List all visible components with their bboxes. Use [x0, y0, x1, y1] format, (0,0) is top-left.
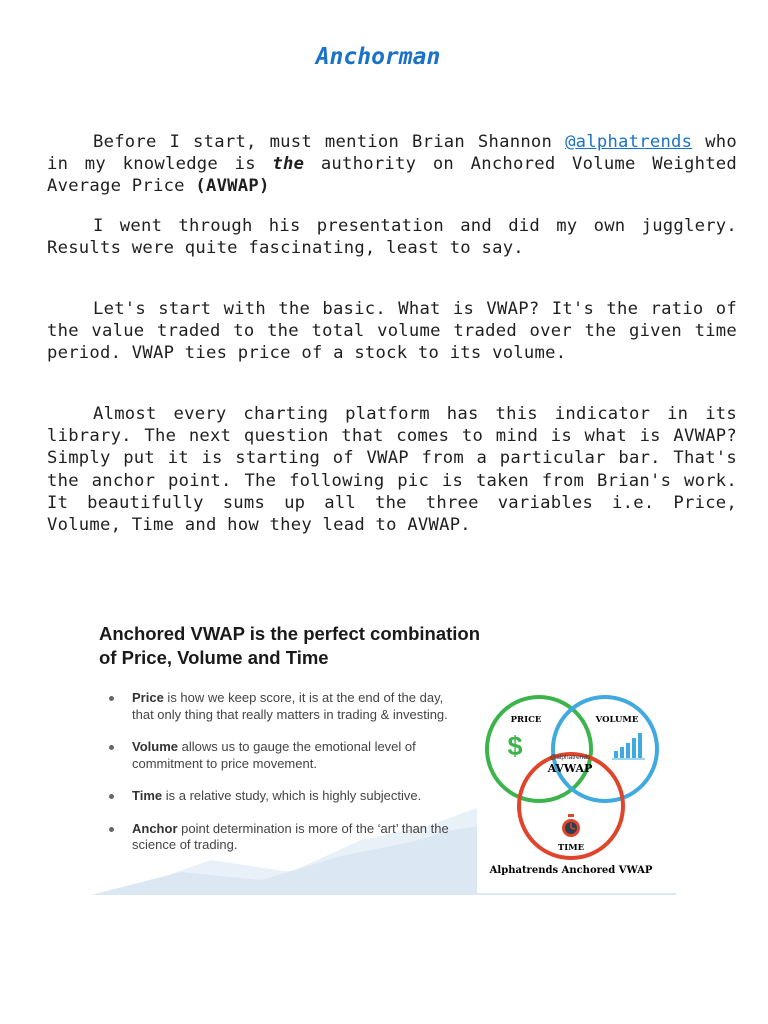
bullet-keyword: Volume [132, 739, 178, 754]
venn-diagram [477, 693, 676, 893]
bold-avwap: (AVWAP) [195, 176, 270, 197]
bullet-list [105, 690, 450, 870]
center-handle: @alphatrends [549, 754, 591, 761]
emphasis-the: the [272, 154, 305, 175]
bullet-keyword: Anchor [132, 820, 178, 836]
bullet-icon [109, 827, 114, 832]
headline-line-2: of Price, Volume and Time [99, 647, 329, 668]
time-label: TIME [557, 843, 585, 853]
bullet-keyword: Time [132, 788, 163, 803]
text: Almost every charting platform has this indicator in its library. The next question that comes to mind is what is AVWAP? Simply put it is starting of VWAP from a particular bar. That's the anchor point. The following pic is taken from Brian's work. It beautifully sums up all the three variables i.e. Price, Volume, Time and how they lead to AVWAP. [47, 404, 737, 536]
text: who in my knowledge is [47, 132, 737, 175]
infographic-headline [99, 622, 569, 670]
bullet-keyword: Price [132, 690, 164, 705]
text: authority on Anchored Volume Weighted Average Price [47, 154, 738, 197]
bullet-icon [109, 745, 114, 750]
bullet-text: point determination is more of the ‘art’ than the science of trading. [132, 820, 449, 852]
paragraph-intro [47, 131, 737, 198]
text: Let's start with the basic. What is VWAP? It's the ratio of the value traded to the total volume traded over the given time period. VWAP ties price of a stock to its volume. [47, 299, 737, 364]
price-label: PRICE [510, 715, 542, 725]
text: Before I start, must mention Brian Shannon [93, 132, 566, 152]
text: I went through his presentation and did my own jugglery. Results were quite fascinating, least to say. [47, 216, 737, 259]
headline-line-1: Anchored VWAP is the perfect combination [99, 623, 481, 644]
list-item [105, 821, 450, 854]
bullet-icon [109, 794, 114, 799]
paragraph-avwap [47, 403, 737, 536]
center-avwap-label: AVWAP [547, 762, 593, 775]
bullet-text: is a relative study, which is highly subjective. [162, 788, 422, 803]
bullet-text: allows us to gauge the emotional level of commitment to price movement. [132, 739, 416, 771]
bullet-text: is how we keep score, it is at the end of the day, that only thing that really matters in trading & investing. [132, 690, 448, 722]
alphatrends-link[interactable]: @alphatrends [565, 132, 693, 152]
venn-caption: Alphatrends Anchored VWAP [489, 865, 653, 876]
list-item [105, 739, 450, 772]
document-title: Anchorman [315, 44, 441, 70]
paragraph-vwap [47, 298, 737, 365]
list-item [105, 788, 450, 805]
list-item [105, 690, 450, 723]
avwap-infographic [91, 610, 676, 895]
bullet-icon [109, 696, 114, 701]
dollar-icon: $ [507, 731, 523, 761]
volume-label: VOLUME [595, 715, 639, 725]
paragraph-jugglery [47, 215, 737, 259]
